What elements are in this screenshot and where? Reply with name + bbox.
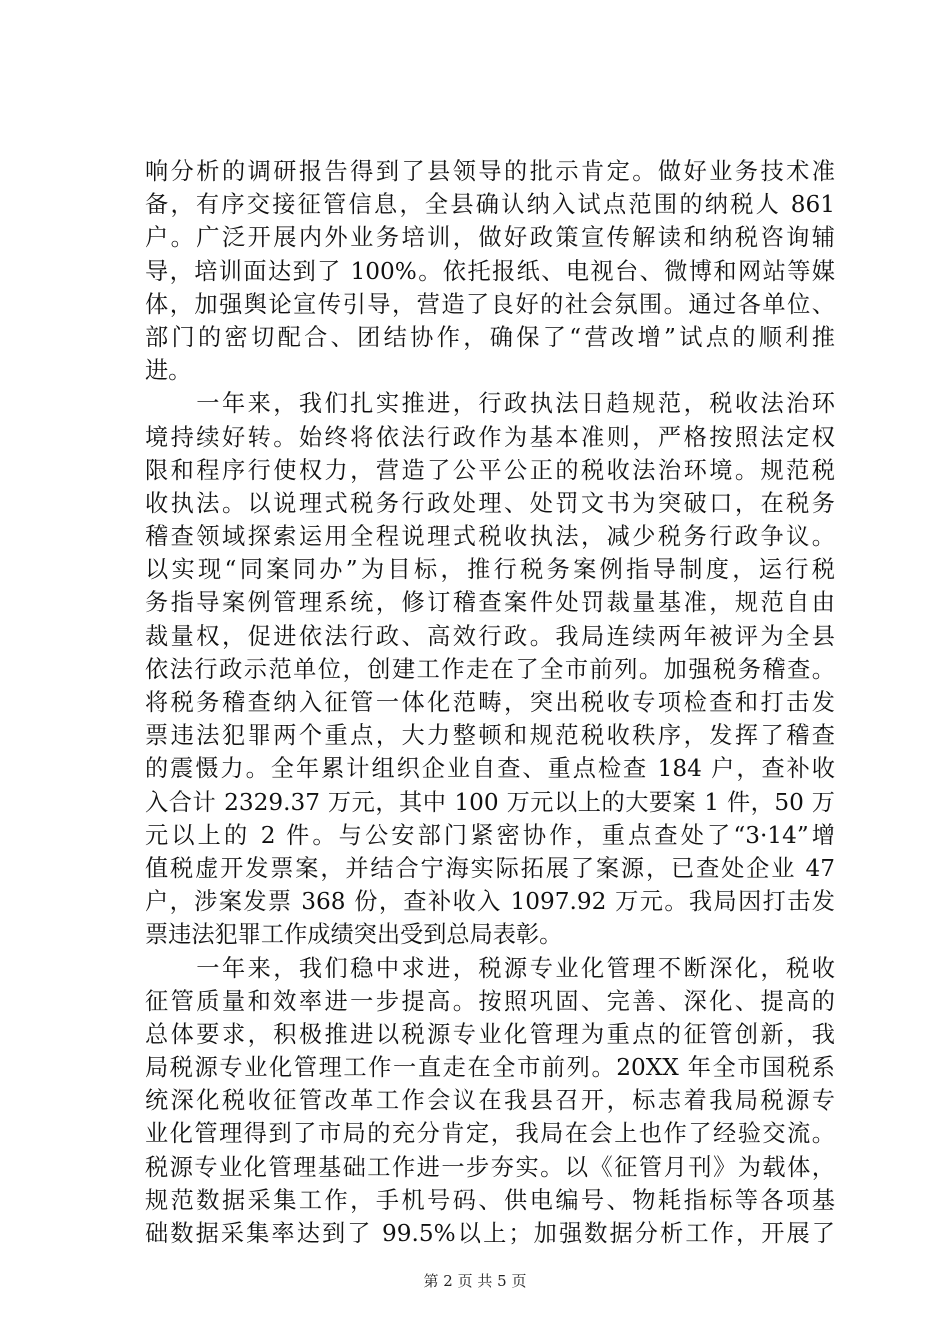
text-line: 响分析的调研报告得到了县领导的批示肯定。做好业务技术准 bbox=[145, 158, 835, 185]
text-line: 导，培训面达到了 100%。依托报纸、电视台、微博和网站等媒 bbox=[145, 257, 835, 285]
text-line: 元以上的 2 件。与公安部门紧密协作，重点查处了“3·14”增 bbox=[145, 821, 835, 849]
text-line: 体，加强舆论宣传引导，营造了良好的社会氛围。通过各单位、 bbox=[145, 290, 835, 318]
text-line: 票违法犯罪两个重点，大力整顿和规范税收秩序，发挥了稽查 bbox=[145, 722, 835, 750]
text-line: 境持续好转。始终将依法行政作为基本准则，严格按照法定权 bbox=[145, 423, 835, 451]
text-line: 部门的密切配合、团结协作，确保了“营改增”试点的顺利推 bbox=[145, 323, 835, 351]
text-line: 规范数据采集工作，手机号码、供电编号、物耗指标等各项基 bbox=[145, 1186, 835, 1214]
text-line: 依法行政示范单位，创建工作走在了全市前列。加强税务稽查。 bbox=[145, 655, 835, 683]
text-line: 征管质量和效率进一步提高。按照巩固、完善、深化、提高的 bbox=[145, 987, 835, 1015]
page-number-footer: 第 2 页 共 5 页 bbox=[423, 1272, 527, 1290]
text-line: 一年来，我们扎实推进，行政执法日趋规范，税收法治环 bbox=[145, 390, 835, 418]
text-line: 值税虚开发票案，并结合宁海实际拓展了案源，已查处企业 47 bbox=[145, 854, 835, 882]
text-line: 础数据采集率达到了 99.5%以上；加强数据分析工作，开展了 bbox=[145, 1220, 835, 1247]
text-line: 入合计 2329.37 万元，其中 100 万元以上的大要案 1 件，50 万 bbox=[145, 788, 835, 816]
text-line: 税源专业化管理基础工作进一步夯实。以《征管月刊》为载体， bbox=[145, 1153, 835, 1181]
text-line: 户。广泛开展内外业务培训，做好政策宣传解读和纳税咨询辅 bbox=[145, 224, 835, 252]
text-line: 裁量权，促进依法行政、高效行政。我局连续两年被评为全县 bbox=[145, 622, 835, 650]
text-line: 收执法。以说理式税务行政处理、处罚文书为突破口，在税务 bbox=[145, 489, 835, 517]
text-line: 稽查领域探索运用全程说理式税收执法，减少税务行政争议。 bbox=[145, 523, 835, 551]
text-line: 一年来，我们稳中求进，税源专业化管理不断深化，税收 bbox=[145, 954, 835, 982]
body-text bbox=[145, 155, 835, 1250]
text-line: 将税务稽查纳入征管一体化范畴，突出税收专项检查和打击发 bbox=[145, 689, 835, 716]
text-line: 业化管理得到了市局的充分肯定，我局在会上也作了经验交流。 bbox=[145, 1120, 835, 1148]
text-line: 票违法犯罪工作成绩突出受到总局表彰。 bbox=[145, 921, 563, 949]
text-line: 备，有序交接征管信息，全县确认纳入试点范围的纳税人 861 bbox=[145, 191, 835, 219]
text-line: 限和程序行使权力，营造了公平公正的税收法治环境。规范税 bbox=[145, 456, 835, 484]
text-line: 户，涉案发票 368 份，查补收入 1097.92 万元。我局因打击发 bbox=[145, 888, 835, 916]
text-line: 统深化税收征管改革工作会议在我县召开，标志着我局税源专 bbox=[145, 1087, 835, 1115]
text-line: 总体要求，积极推进以税源专业化管理为重点的征管创新，我 bbox=[145, 1020, 835, 1048]
text-line: 局税源专业化管理工作一直走在全市前列。20XX 年全市国税系 bbox=[145, 1054, 835, 1082]
text-line: 以实现“同案同办”为目标，推行税务案例指导制度，运行税 bbox=[145, 556, 835, 584]
text-line: 进。 bbox=[145, 357, 192, 385]
text-line: 务指导案例管理系统，修订稽查案件处罚裁量基准，规范自由 bbox=[145, 589, 835, 617]
text-line: 的震慑力。全年累计组织企业自查、重点检查 184 户，查补收 bbox=[145, 755, 835, 783]
